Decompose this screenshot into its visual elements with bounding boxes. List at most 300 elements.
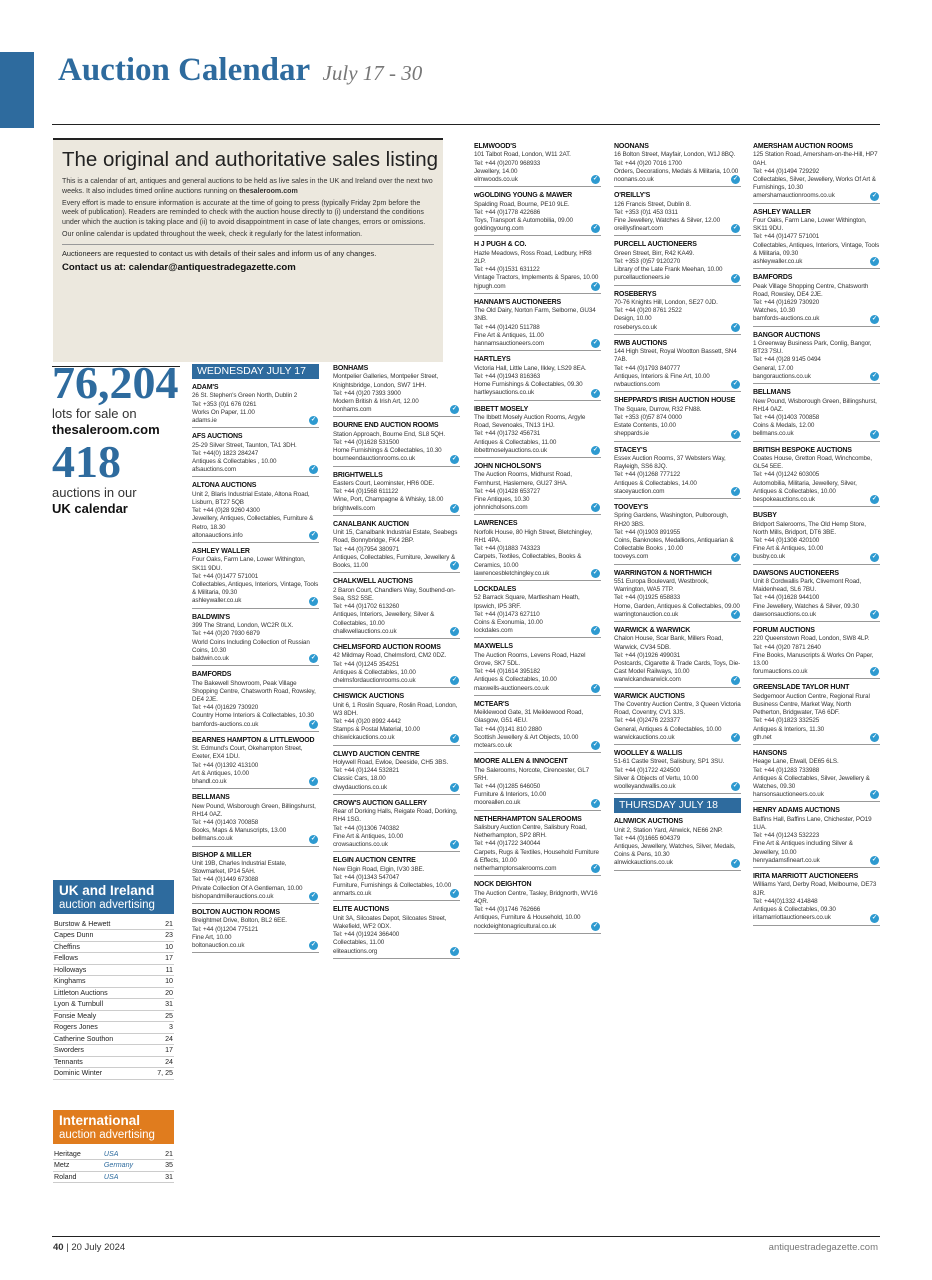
auction-phone: Tel: +44 (0)1242 603005	[753, 471, 820, 479]
auctioneer-name: BRIGHTWELLS	[333, 471, 383, 479]
auctioneer-name: BELLMANS	[753, 389, 791, 397]
auction-website[interactable]: rwbauctions.com	[614, 381, 660, 389]
live-bidding-icon: ✓	[732, 487, 739, 494]
auction-website[interactable]: baldwin.co.uk	[192, 654, 229, 662]
auction-address: Breightmet Drive, Bolton, BL2 6EE.	[192, 917, 287, 925]
advertiser-row	[53, 1056, 174, 1068]
auction-website[interactable]: goldingyoung.com	[474, 225, 524, 233]
live-bidding-icon: ✓	[871, 791, 878, 798]
advertiser-row	[53, 1022, 174, 1034]
advertiser-name: Rogers Jones	[53, 1022, 147, 1034]
auction-phone: Tel: +44 (0)1823 332525	[753, 717, 820, 725]
auction-website[interactable]: iritamarriottauctioneers.co.uk	[753, 914, 831, 922]
auction-sale: Carpets, Textiles, Collectables, Books & Ceramics, 10.00	[474, 553, 582, 569]
live-bidding-icon: ✓	[592, 922, 599, 929]
auction-phone: Tel: +44 (0)1420 511788	[474, 323, 540, 331]
auction-website[interactable]: nockdeightonagricultural.co.uk	[474, 922, 557, 930]
auction-phone: Tel: +44 (0)2070 968933	[474, 159, 541, 167]
live-bidding-icon: ✓	[592, 176, 599, 183]
auction-sale: Works On Paper, 11.00	[192, 408, 255, 416]
auction-address: Four Oaks, Farm Lane, Lower Withington, SK11 9DU.	[192, 556, 306, 572]
auctioneer-name: BOURNE END AUCTION ROOMS	[333, 422, 439, 430]
auctioneer-name: BRITISH BESPOKE AUCTIONS	[753, 446, 852, 454]
auction-website[interactable]: forumauctions.co.uk	[753, 668, 808, 676]
auction-listing	[753, 331, 880, 384]
auction-address: 25-29 Silver Street, Taunton, TA1 3DH.	[192, 441, 297, 449]
advertiser-row	[53, 964, 174, 976]
auction-website[interactable]: brightwells.com	[333, 504, 375, 512]
auction-website[interactable]: mooreallen.co.uk	[474, 799, 521, 807]
auction-address: Peak Village Shopping Centre, Chatsworth Road, Rowsley, DE4 2JE.	[753, 282, 869, 298]
auction-sale: Home, Garden, Antiques & Collectables, 09.00	[614, 602, 740, 610]
advertiser-name: Littleton Auctions	[53, 987, 147, 999]
advertiser-page: 25	[147, 1010, 174, 1022]
auction-sale: Fine Jewellery, Watches & Silver, 09.30	[753, 602, 859, 610]
auction-website[interactable]: elmwoods.co.uk	[474, 176, 518, 184]
auction-sale: General, 17.00	[753, 364, 794, 372]
advertiser-name: Catherine Southon	[53, 1033, 147, 1045]
auction-address: St. Edmund's Court, Okehampton Street, Exeter, EX4 1DU.	[192, 745, 303, 761]
live-bidding-icon: ✓	[451, 562, 458, 569]
advertiser-page: 17	[147, 953, 174, 965]
auction-website[interactable]: warringtonauction.co.uk	[614, 610, 679, 618]
advertiser-page: 23	[147, 930, 174, 942]
auctioneer-name: WARWICK AUCTIONS	[614, 692, 685, 700]
auction-website[interactable]: ashleywaller.co.uk	[753, 258, 803, 266]
auction-sale: Antiques & Collectables, 09.30	[753, 906, 836, 914]
auction-phone: Tel: +44 (0)1243 532223	[753, 832, 820, 840]
live-bidding-icon: ✓	[732, 323, 739, 330]
auction-website[interactable]: roseberys.co.uk	[614, 323, 657, 331]
advertiser-row	[53, 1160, 174, 1172]
auction-website[interactable]: chelmsfordauctionrooms.co.uk	[333, 676, 416, 684]
auction-phone: Tel: +44 (0)20 7871 2640	[753, 643, 821, 651]
advertiser-row	[53, 953, 174, 965]
auction-phone: Tel: +353 (0)1 453 0311	[614, 208, 678, 216]
auction-address: The Coventry Auction Centre, 3 Queen Victoria Road, Coventry, CV1 3JS.	[614, 701, 741, 717]
auction-phone: Tel: +44 (0)1628 944100	[753, 594, 820, 602]
auction-website[interactable]: bespokeauctions.co.uk	[753, 495, 815, 503]
column-wednesday-a	[192, 364, 319, 957]
auction-sale: Vintage Tractors, Implements & Spares, 10.00	[474, 274, 599, 282]
auction-address: Montpelier Galleries, Montpelier Street, Knightsbridge, London, SW7 1HH.	[333, 373, 439, 389]
footer-site: antiquestradegazette.com	[768, 1242, 878, 1253]
auction-address: Unit 19B, Charles Industrial Estate, Stowmarket, IP14 5AH.	[192, 859, 287, 876]
auction-website[interactable]: bellmans.co.uk	[753, 430, 794, 438]
auction-phone: Tel: +44 (0)1722 340044	[474, 840, 541, 848]
auction-website[interactable]: warwickandwarwick.com	[614, 676, 681, 684]
auction-sale: Coins, Banknotes, Medallions, Antiquarian & Collectable Books , 10.00	[614, 536, 734, 553]
auction-sale: Silver & Objects of Vertu, 10.00	[614, 774, 699, 782]
auction-address: 70-76 Knights Hill, London, SE27 0JD.	[614, 299, 718, 307]
auctioneer-name: BELLMANS	[192, 794, 230, 802]
auction-website[interactable]: sheppards.ie	[614, 430, 649, 438]
live-bidding-icon: ✓	[310, 778, 317, 785]
auction-address: Unit 2, Blaris Industrial Estate, Altona Road, Lisburn, BT27 5QB	[192, 490, 310, 507]
column-wednesday-c	[474, 142, 601, 938]
advertiser-name: Sworders	[53, 1045, 147, 1057]
live-bidding-icon: ✓	[592, 282, 599, 289]
auction-website[interactable]: hansonsauctioneers.co.uk	[753, 791, 824, 799]
auctioneer-name: BALDWIN'S	[192, 613, 231, 621]
live-bidding-icon: ✓	[451, 841, 458, 848]
auctioneer-name: WOOLLEY & WALLIS	[614, 750, 683, 758]
live-bidding-icon: ✓	[732, 553, 739, 560]
auction-website[interactable]: maxwells-auctioneers.co.uk	[474, 684, 549, 692]
live-bidding-icon: ✓	[310, 532, 317, 539]
auction-website[interactable]: johnnicholsons.com	[474, 504, 528, 512]
auction-listing	[474, 815, 601, 877]
auction-website[interactable]: bourneendauctionrooms.co.uk	[333, 455, 416, 463]
auction-phone: Tel: +44 (0)1245 354251	[333, 660, 400, 668]
auction-listing	[753, 142, 880, 204]
auction-address: Coates House, Gretton Road, Winchcombe, GL54 5EE.	[753, 454, 872, 471]
auction-sale: Country Home Interiors & Collectables, 10.30	[192, 712, 314, 720]
auction-phone: Tel: +44 (0)1883 743323	[474, 545, 541, 553]
auction-listing	[614, 290, 741, 335]
auction-address: Norfolk House, 80 High Street, Bletchingley, RH1 4PA.	[474, 528, 592, 544]
auction-website[interactable]: afsauctions.com	[192, 466, 236, 474]
auction-phone: Tel: +44 (0)1283 733988	[753, 766, 820, 774]
advertiser-row	[53, 930, 174, 942]
live-bidding-icon: ✓	[732, 430, 739, 437]
auction-phone: Tel: +44 (0)1494 729292	[753, 167, 820, 175]
auction-website[interactable]: boltonauction.co.uk	[192, 942, 245, 950]
auction-phone: Tel: +44 (0)2476 223377	[614, 717, 681, 725]
auction-listing	[474, 880, 601, 933]
auction-address: 51-61 Castle Street, Salisbury, SP1 3SU.	[614, 758, 725, 766]
live-bidding-icon: ✓	[592, 799, 599, 806]
auction-sale: Estate Contents, 10.00	[614, 422, 676, 430]
auction-address: Essex Auction Rooms, 37 Websters Way, Rayleigh, SS6 8JQ.	[614, 454, 726, 471]
auction-phone: Tel: +44 (0)1778 422686	[474, 208, 541, 216]
auctioneer-name: CHISWICK AUCTIONS	[333, 693, 405, 701]
live-bidding-icon: ✓	[310, 720, 317, 727]
auction-listing	[333, 905, 460, 958]
auction-sale: Toys, Transport & Automobilia, 09.00	[474, 217, 573, 225]
auction-address: 126 Francis Street, Dublin 8.	[614, 200, 691, 208]
auction-sale: Classic Cars, 18.00	[333, 775, 386, 783]
auction-listing	[474, 405, 601, 458]
auction-phone: Tel: +44 (0)1926 499031	[614, 651, 681, 659]
auction-website[interactable]: bellmans.co.uk	[192, 835, 233, 843]
live-bidding-icon: ✓	[310, 417, 317, 424]
auction-sale: Jewellery, Antiques, Collectables, Furniture & Retro, 18.30	[192, 515, 314, 531]
advertiser-row	[53, 1068, 174, 1080]
auctioneer-name: BISHOP & MILLER	[192, 851, 252, 859]
auction-address: 220 Queenstown Road, London, SW8 4LP.	[753, 635, 870, 643]
auction-listing	[614, 692, 741, 745]
auction-sale: Coins & Medals, 12.00	[753, 422, 815, 430]
live-bidding-icon: ✓	[732, 859, 739, 866]
auction-listing	[333, 364, 460, 417]
auction-address: Spalding Road, Bourne, PE10 9LE.	[474, 200, 570, 208]
auction-sale: Collectables, 11.00	[333, 939, 385, 947]
advertiser-row	[53, 999, 174, 1011]
auction-website[interactable]: bamfords-auctions.co.uk	[192, 720, 259, 728]
auction-phone: Tel: +44 (0)1924 366400	[333, 931, 400, 939]
auctioneer-name: NETHERHAMPTON SALEROOMS	[474, 815, 582, 823]
auctioneer-name: GREENSLADE TAYLOR HUNT	[753, 684, 850, 692]
auction-address: Salisbury Auction Centre, Salisbury Road, Netherhampton, SP2 8RH.	[474, 824, 587, 840]
auction-phone: Tel: +44 (0)1403 700858	[192, 818, 259, 826]
auctioneer-name: IBBETT MOSELY	[474, 405, 529, 413]
auction-address: 2 Baron Court, Chandlers Way, Southend-on-Sea, SS2 5SE.	[333, 586, 456, 602]
title-text: Auction Calendar	[58, 52, 311, 88]
live-bidding-icon: ✓	[871, 258, 878, 265]
day-header: THURSDAY JULY 18	[614, 798, 741, 813]
auction-address: The Bakewell Showroom, Peak Village Shopping Centre, Chatsworth Road, Rowsley, DE4 2JE.	[192, 679, 316, 703]
live-bidding-icon: ✓	[871, 192, 878, 199]
bottom-rule	[52, 1236, 880, 1237]
advertiser-page: 21	[157, 1149, 174, 1160]
auction-sale: Automobilia, Militaria, Jewellery, Silver, Antiques & Collectables, 10.00	[753, 479, 857, 495]
auction-listing	[192, 547, 319, 609]
auction-sale: Private Collection Of A Gentleman, 10.00	[192, 884, 303, 892]
auction-website[interactable]: hartleysauctions.co.uk	[474, 389, 535, 397]
auction-listing	[614, 396, 741, 441]
auction-phone: Tel: +44 (0)1629 730920	[192, 704, 259, 712]
auction-website[interactable]: ashleywaller.co.uk	[192, 597, 242, 605]
auctioneer-name: H J PUGH & CO.	[474, 241, 527, 249]
auctions-label: auctions in our UK calendar	[52, 485, 137, 516]
advertiser-name: Fellows	[53, 953, 147, 965]
live-bidding-icon: ✓	[451, 627, 458, 634]
auction-listing	[333, 471, 460, 516]
live-bidding-icon: ✓	[592, 225, 599, 232]
auction-sale: Furniture, Furnishings & Collectables, 10.00	[333, 882, 452, 889]
auction-website[interactable]: ibbettmoselyauctions.co.uk	[474, 446, 548, 454]
auction-website[interactable]: adams.ie	[192, 417, 217, 425]
auctioneer-name: BEARNES HAMPTON & LITTLEWOOD	[192, 736, 315, 744]
auctioneer-name: wGOLDING YOUNG & MAWER	[474, 192, 573, 200]
auction-sale: Home Furnishings & Collectables, 09.30	[474, 381, 583, 389]
live-bidding-icon: ✓	[592, 389, 599, 396]
auction-website[interactable]: noonans.co.uk	[614, 176, 654, 184]
auction-website[interactable]: altonaauctions.info	[192, 531, 243, 539]
auction-address: New Pound, Wisborough Green, Billingshurst, RH14 0AZ.	[192, 802, 316, 818]
auctioneer-name: O'REILLY'S	[614, 192, 651, 200]
auction-website[interactable]: henryadamsfineart.co.uk	[753, 856, 820, 864]
auction-website[interactable]: bhandl.co.uk	[192, 777, 227, 785]
auction-sale: General, Antiques & Collectables, 10.00	[614, 725, 722, 733]
auction-website[interactable]: crowsauctions.co.uk	[333, 840, 388, 848]
auctioneer-name: NOCK DEIGHTON	[474, 881, 532, 889]
auction-sale: Antiques & Collectables , 10.00	[192, 458, 277, 466]
auction-website[interactable]: alnwickauctions.co.uk	[614, 859, 673, 867]
auction-address: 144 High Street, Royal Wootton Bassett, SN4 7AB.	[614, 348, 737, 364]
day-header: WEDNESDAY JULY 17	[192, 364, 319, 379]
auction-listing	[474, 519, 601, 581]
auction-address: The Ibbett Mosely Auction Rooms, Argyle Road, Sevenoaks, TN13 1HJ.	[474, 413, 586, 430]
live-bidding-icon: ✓	[310, 655, 317, 662]
auctioneer-name: CHALKWELL AUCTIONS	[333, 578, 413, 586]
auctioneer-name: ASHLEY WALLER	[192, 548, 250, 556]
auction-phone: Tel: +44 (0)1732 456731	[474, 430, 541, 438]
live-bidding-icon: ✓	[592, 627, 599, 634]
live-bidding-icon: ✓	[592, 504, 599, 511]
intro-p1: This is a calendar of art, antiques and general auctions to be held as live sales in the UK and Ireland over the next two weeks. It also includes timed online auctions running on thesaleroom.com	[62, 177, 433, 195]
auction-phone: Tel: +44 (0)1268 777122	[614, 471, 681, 479]
auction-phone: Tel: +44 (0)1943 816363	[474, 372, 541, 380]
advertiser-country: USA	[103, 1171, 157, 1183]
auction-website[interactable]: busby.co.uk	[753, 553, 786, 561]
live-bidding-icon: ✓	[871, 373, 878, 380]
auction-sale: Collectables, Antiques, Interiors, Vintage, Tools & Militaria, 09.30	[192, 581, 319, 597]
auction-sale: Antiques & Interiors, 11.30	[753, 725, 825, 733]
column-thursday	[753, 142, 880, 930]
auction-phone: Tel: +44 (0)1477 571001	[192, 572, 259, 580]
auction-listing	[614, 240, 741, 285]
auction-sale: Antiques, Interiors & Fine Art, 10.00	[614, 372, 710, 380]
auction-address: Hazle Meadows, Ross Road, Ledbury, HR8 2LP.	[474, 249, 592, 266]
auctioneer-name: BOLTON AUCTION ROOMS	[192, 909, 280, 916]
live-bidding-icon: ✓	[451, 455, 458, 462]
advertiser-page: 10	[147, 976, 174, 988]
auction-listing	[474, 642, 601, 695]
page-footer: 40 | 20 July 2024	[53, 1242, 126, 1253]
auction-sale: Watches, 10.30	[753, 307, 796, 315]
auction-website[interactable]: netherhamptonsalerooms.com	[474, 865, 557, 873]
live-bidding-icon: ✓	[871, 668, 878, 675]
auction-website[interactable]: lawrencesbletchingley.co.uk	[474, 569, 550, 577]
auction-website[interactable]: warwickauctions.co.uk	[614, 733, 675, 741]
auctioneer-name: CANALBANK AUCTION	[333, 520, 409, 528]
auction-listing	[474, 462, 601, 515]
live-bidding-icon: ✓	[592, 446, 599, 453]
auction-address: 551 Europa Boulevard, Westbrook, Warrington, WA5 7TP.	[614, 577, 709, 594]
advertiser-page: 17	[147, 1045, 174, 1057]
auction-address: 16 Bolton Street, Mayfair, London, W1J 8BQ.	[614, 151, 736, 159]
auction-address: New Pound, Wisborough Green, Billingshurst, RH14 0AZ.	[753, 397, 877, 413]
auctioneer-name: LOCKDALES	[474, 585, 517, 593]
auction-listing	[333, 692, 460, 745]
auction-website[interactable]: oreillysfineart.com	[614, 225, 663, 233]
auction-website[interactable]: gth.net	[753, 733, 772, 741]
auction-address: The Old Dairy, Norton Farm, Selborne, GU34 3NB.	[474, 307, 596, 323]
auction-website[interactable]: bonhams.com	[333, 406, 372, 414]
auctioneer-name: JOHN NICHOLSON'S	[474, 462, 542, 470]
live-bidding-icon: ✓	[871, 430, 878, 437]
auction-listing	[614, 142, 741, 187]
auction-website[interactable]: tooveys.com	[614, 553, 649, 561]
auctioneer-name: LAWRENCES	[474, 520, 518, 528]
stats-block	[52, 357, 179, 516]
auction-listing	[474, 298, 601, 351]
auction-website[interactable]: eliteauctions.org	[333, 947, 378, 955]
auction-website[interactable]: dawsonsauctions.co.uk	[753, 610, 817, 618]
auction-website[interactable]: lockdales.com	[474, 627, 513, 635]
auction-address: Bridport Salerooms, The Old Hemp Store, North Mills, Bridport, DT6 3BE.	[753, 520, 866, 536]
auction-sale: Antiques & Collectables, Silver, Jewellery & Watches, 09.30	[753, 774, 870, 791]
advertiser-row	[53, 941, 174, 953]
auction-website[interactable]: bishopandmillerauctions.co.uk	[192, 892, 274, 900]
auction-phone: Tel: +44(0)1332 414848	[753, 897, 818, 905]
auctioneer-name: SHEPPARD'S IRISH AUCTION HOUSE	[614, 397, 736, 405]
auction-sale: Library of the Late Frank Meehan, 10.00	[614, 266, 723, 274]
auction-sale: Home Furnishings & Collectables, 10.30	[333, 447, 442, 455]
live-bidding-icon: ✓	[732, 274, 739, 281]
auction-sale: Scottish Jewellery & Art Objects, 10.00	[474, 733, 579, 741]
advertiser-country: Germany	[103, 1160, 157, 1172]
auction-listing	[614, 446, 741, 499]
auctioneer-name: CROW'S AUCTION GALLERY	[333, 799, 427, 807]
auction-sale: Design, 10.00	[614, 315, 652, 323]
auction-sale: Antiques, Jewellery, Watches, Silver, Medals, Coins & Pens, 10.30	[614, 843, 736, 859]
advertiser-row	[53, 1171, 174, 1183]
auction-address: Green Street, Birr, R42 KA49.	[614, 249, 695, 257]
live-bidding-icon: ✓	[451, 947, 458, 954]
auction-website[interactable]: hannamsauctioneers.com	[474, 340, 544, 348]
auction-listing	[753, 569, 880, 622]
auction-sale: Antiques & Collectables, 10.00	[333, 668, 416, 676]
advertiser-page: 24	[147, 1033, 174, 1045]
auction-phone: Tel: +44(0) 1823 284247	[192, 449, 259, 457]
auction-website[interactable]: chiswickauctions.co.uk	[333, 734, 395, 742]
live-bidding-icon: ✓	[310, 942, 317, 949]
auction-phone: Tel: +44 (0)7954 380971	[333, 545, 400, 553]
title-dates: July 17 - 30	[322, 61, 423, 85]
auction-address: Spring Gardens, Washington, Pulborough, RH20 3BS.	[614, 512, 729, 528]
auction-phone: Tel: +44 (0)1285 646050	[474, 783, 541, 791]
live-bidding-icon: ✓	[732, 676, 739, 683]
advertiser-page: 10	[147, 941, 174, 953]
auction-listing	[333, 520, 460, 573]
auction-website[interactable]: anmarts.co.uk	[333, 890, 372, 898]
auction-sale: World Coins Including Collection of Russian Coins, 10.30	[192, 638, 310, 654]
auction-sale: Coins & Exonumia, 10.00	[474, 618, 543, 626]
auction-listing	[474, 142, 601, 187]
uk-advertising: UK and Ireland auction advertising Burstow & Hewett 21 Capes Dunn 23 Cheffins 10 Fellows 17 Holloways 11 Kinghams 10 Littleton Auctions 20 Lyon & Turnbull 31 Fonsie Mealy 25 Rogers Jones 3 Catherine Southon 24 Sworders 17 Tennants 24 Dominic Winter 7, 25	[53, 880, 174, 1080]
auction-listing	[474, 240, 601, 293]
auctioneer-name: ALTONA AUCTIONS	[192, 482, 257, 490]
auctioneer-name: BAMFORDS	[192, 671, 232, 679]
auction-phone: Tel: +44 (0)1244 532821	[333, 767, 400, 775]
auction-address: Holywell Road, Ewloe, Deeside, CH5 3BS.	[333, 758, 449, 766]
auction-website[interactable]: staceyauction.com	[614, 487, 665, 495]
auction-address: Sedgemoor Auction Centre, Regional Rural Business Centre, Market Way, North Petherton, Bridgwater, TA6 6DF.	[753, 692, 870, 717]
auction-phone: Tel: +44 (0)28 9260 4300	[192, 507, 260, 515]
auctioneer-name: BONHAMS	[333, 365, 369, 372]
auction-website[interactable]: bamfords-auctions.co.uk	[753, 315, 820, 323]
auction-listing	[333, 856, 460, 901]
auction-website[interactable]: bangorauctions.co.uk	[753, 372, 811, 380]
auctioneer-name: ELMWOOD'S	[474, 143, 517, 150]
auction-website[interactable]: amershamauctionrooms.co.uk	[753, 192, 835, 200]
auction-website[interactable]: chalkwellauctions.co.uk	[333, 627, 397, 635]
auction-website[interactable]: hjpugh.com	[474, 282, 506, 290]
auction-website[interactable]: woolleyandwallis.co.uk	[614, 783, 676, 791]
auction-sale: Antiques & Collectables, 11.00	[474, 438, 557, 446]
auction-listing	[333, 643, 460, 688]
advertiser-page: 31	[147, 999, 174, 1011]
auctioneer-name: BAMFORDS	[753, 274, 793, 282]
auction-website[interactable]: mctears.co.uk	[474, 742, 512, 750]
auctioneer-name: ELITE AUCTIONS	[333, 906, 389, 914]
column-wednesday-b	[333, 364, 460, 963]
auction-phone: Tel: +44 (0)141 810 2880	[474, 725, 542, 733]
auctioneer-name: HARTLEYS	[474, 356, 511, 364]
auctioneer-name: BANGOR AUCTIONS	[753, 331, 821, 339]
auction-website[interactable]: clwydauctions.co.uk	[333, 783, 388, 791]
auction-website[interactable]: purcellauctioneers.ie	[614, 274, 670, 282]
auctioneer-name: DAWSONS AUCTIONEERS	[753, 569, 839, 577]
advertiser-page: 31	[157, 1171, 174, 1183]
intro-heading: The original and authoritative sales listing	[62, 148, 439, 171]
live-bidding-icon: ✓	[871, 914, 878, 921]
auction-listing	[333, 577, 460, 639]
auctioneer-name: WARRINGTON & NORTHWICH	[614, 569, 712, 577]
